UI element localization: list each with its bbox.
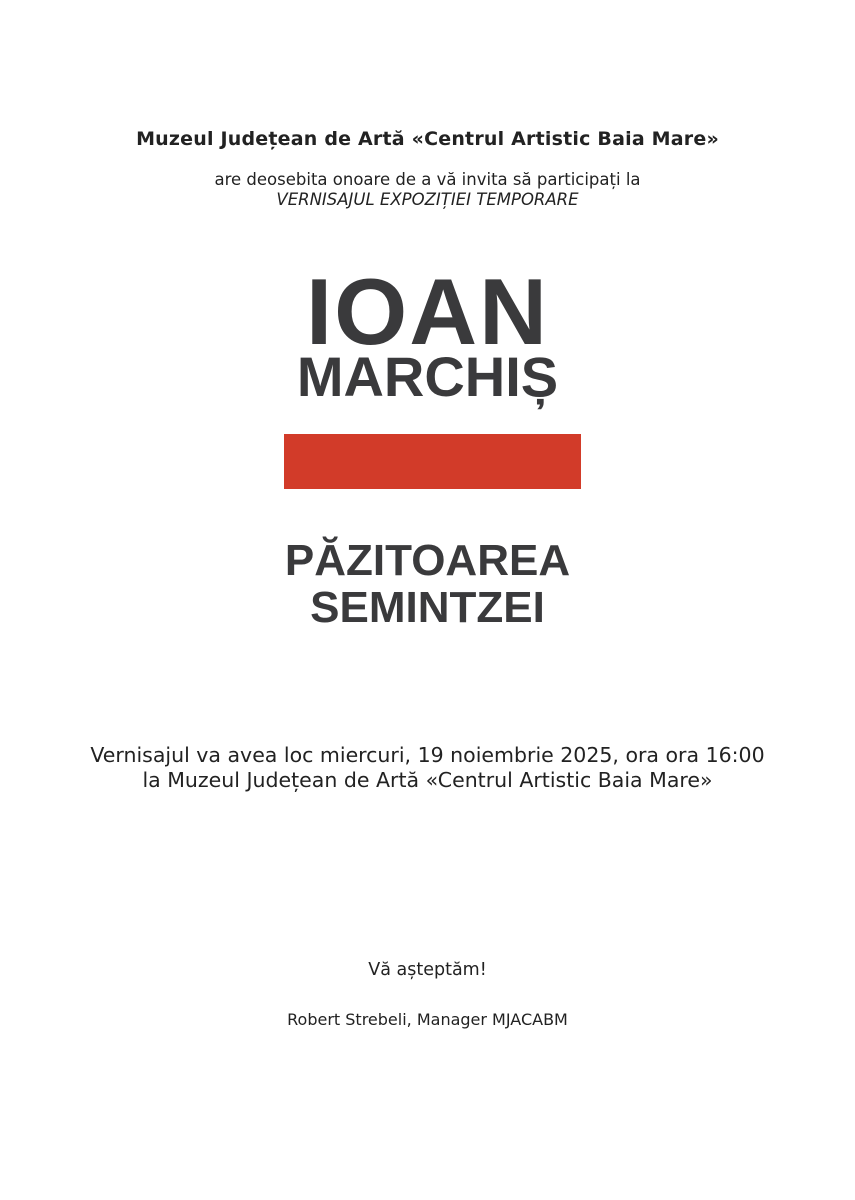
signature: Robert Strebeli, Manager MJACABM — [287, 1010, 568, 1029]
closing-greeting: Vă așteptăm! — [368, 960, 487, 980]
red-accent-bar — [284, 434, 581, 489]
event-date-time: Vernisajul va avea loc miercuri, 19 noiembrie 2025, ora ora 16:00 — [90, 743, 765, 767]
museum-heading: Muzeul Județean de Artă «Centrul Artistic Baia Mare» — [136, 128, 719, 150]
artist-first-name: IOAN — [306, 259, 549, 364]
artist-last-name: MARCHIȘ — [296, 345, 559, 408]
exhibition-title-line-1: PĂZITOAREA — [284, 536, 571, 585]
exhibition-type-label: VERNISAJUL EXPOZIȚIEI TEMPORARE — [276, 190, 579, 209]
invitation-text: are deosebita onoare de a vă invita să participați la — [214, 170, 641, 189]
exhibition-title-line-2: SEMINTZEI — [310, 583, 545, 632]
event-location: la Muzeul Județean de Artă «Centrul Artistic Baia Mare» — [142, 768, 713, 792]
